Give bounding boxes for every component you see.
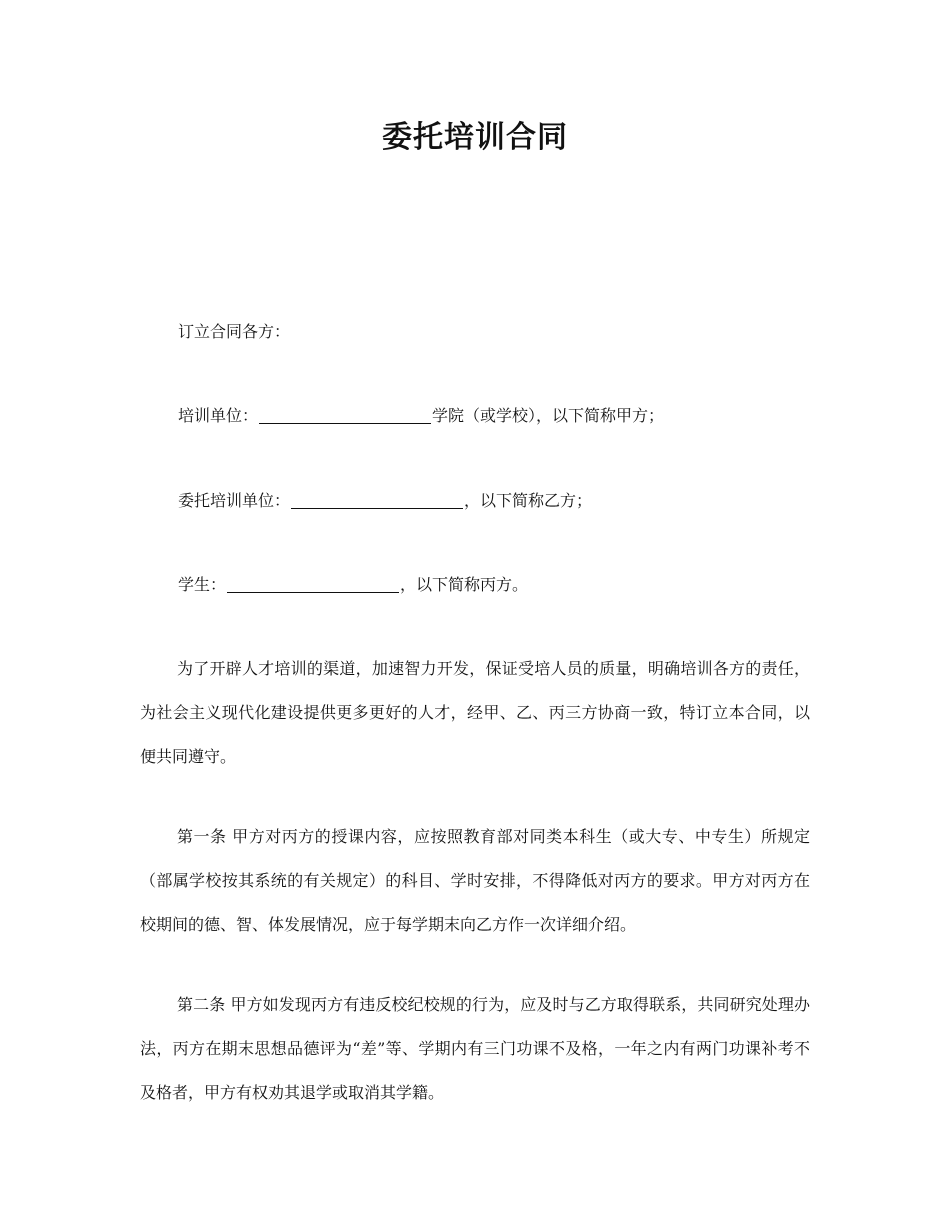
party-b-label: 委托培训单位： <box>178 491 291 510</box>
party-c-blank[interactable] <box>227 575 399 593</box>
preamble-paragraph: 为了开辟人才培训的渠道，加速智力开发，保证受培人员的质量，明确培训各方的责任，为社会主义现代化建设提供更多更好的人才，经甲、乙、丙三方协商一致，特订立本合同，以便共同遵守。 <box>140 659 810 766</box>
article-2-paragraph: 第二条 甲方如发现丙方有违反校纪校规的行为，应及时与乙方取得联系，共同研究处理办法，丙方在期末思想品德评为“差”等、学期内有三门功课不及格，一年之内有两门功课补考不及格者，甲方有权劝其退学或取消其学籍。 <box>140 995 810 1102</box>
party-a-suffix: 学院（或学校），以下简称甲方； <box>432 406 665 425</box>
party-c-line <box>178 574 528 596</box>
document-title: 委托培训合同 <box>382 120 568 155</box>
party-b-line <box>178 490 592 512</box>
party-b-blank[interactable] <box>291 491 463 509</box>
party-a-label: 培训单位： <box>178 406 259 425</box>
parties-intro: 订立合同各方： <box>178 322 291 341</box>
party-a-line <box>178 405 664 427</box>
party-c-suffix: ，以下简称丙方。 <box>400 575 529 594</box>
party-a-blank[interactable] <box>259 406 431 424</box>
article-1-paragraph: 第一条 甲方对丙方的授课内容，应按照教育部对同类本科生（或大专、中专生）所规定（部属学校按其系统的有关规定）的科目、学时安排，不得降低对丙方的要求。甲方对丙方在校期间的德、智、体发展情况，应于每学期末向乙方作一次详细介绍。 <box>140 827 810 934</box>
party-c-label: 学生： <box>178 575 227 594</box>
party-b-suffix: ，以下简称乙方； <box>464 491 593 510</box>
